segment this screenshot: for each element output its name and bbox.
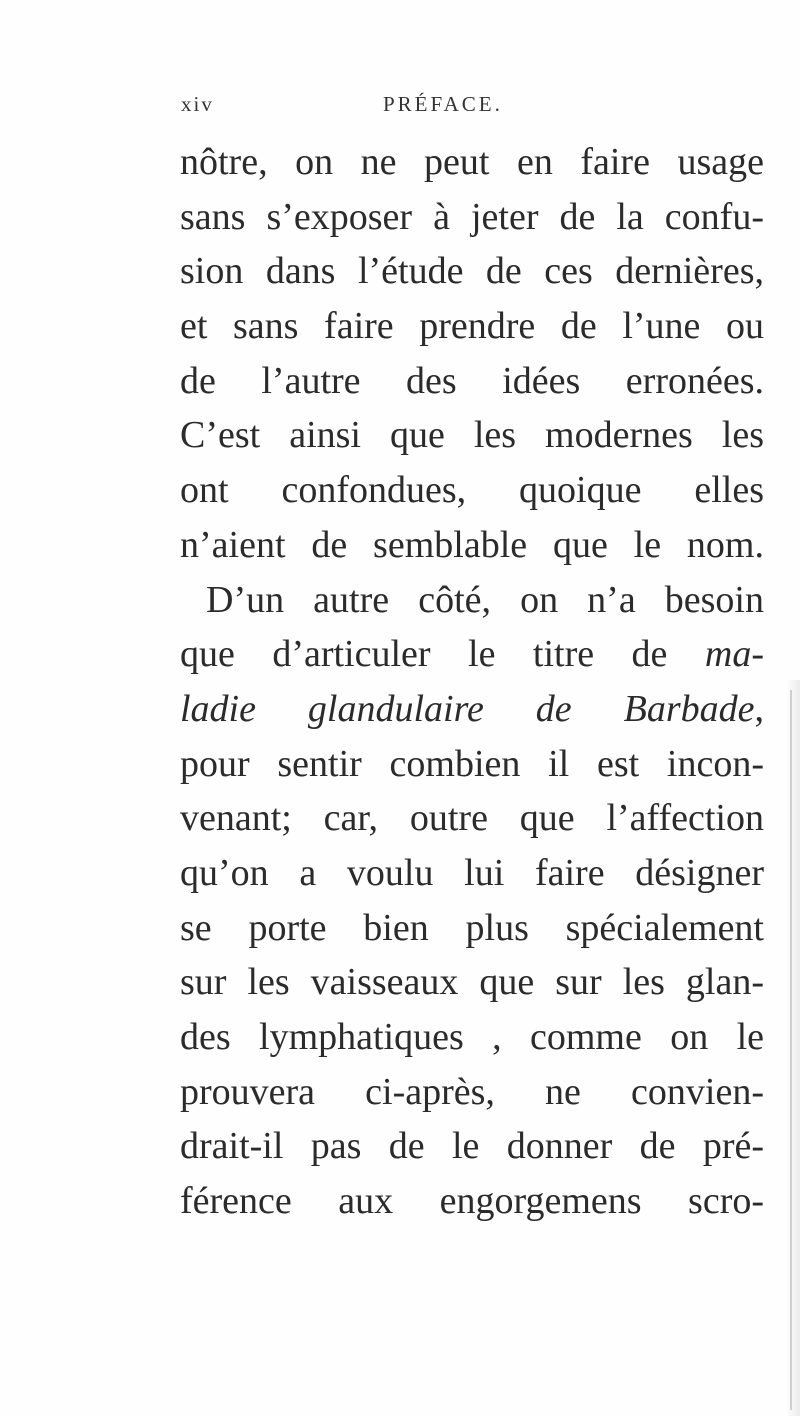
text-line: n’aient de semblable que le nom. (180, 523, 764, 566)
text-line: qu’on a voulu lui faire désigner (180, 851, 764, 894)
text-line: et sans faire prendre de l’une ou (180, 305, 764, 348)
italic-text: ma- (704, 633, 764, 676)
text-line: drait-il pas de le donner de pré- (180, 1125, 764, 1168)
text-line: des lymphatiques , comme on le (180, 1016, 764, 1058)
running-head (181, 92, 601, 122)
text-line: sion dans l’étude de ces dernières, (180, 250, 764, 293)
text-line: pour sentir combien il est incon- (180, 742, 764, 785)
text-line: prouvera ci-après, ne convien- (180, 1070, 764, 1113)
page-edge-line (790, 690, 792, 1410)
text-line: que d’articuler le titre de ma- (180, 633, 764, 676)
text-line: C’est ainsi que les modernes les (180, 414, 764, 457)
section-title: PRÉFACE. (383, 92, 503, 116)
text-line: nôtre, on ne peut en faire usage (180, 141, 764, 183)
text-line: sans s’exposer à jeter de la confu- (180, 195, 764, 238)
text-line: ont confondues, quoique elles (180, 469, 764, 512)
text-line: de l’autre des idées erronées. (180, 359, 764, 402)
page-edge-shadow (786, 680, 800, 1416)
text-line: se porte bien plus spécialement (180, 906, 764, 949)
text-line: sur les vaisseaux que sur les glan- (180, 961, 764, 1004)
page-number: xiv (181, 92, 214, 116)
italic-text: ladie glandulaire de Barbade (180, 687, 755, 730)
body-text (180, 135, 780, 1229)
text-line: D’un autre côté, on n’a besoin (206, 578, 764, 621)
text-line: férence aux engorgemens scro- (180, 1180, 764, 1223)
text-line: venant; car, outre que l’affection (180, 797, 764, 840)
text-line: ladie glandulaire de Barbade, (180, 687, 764, 730)
